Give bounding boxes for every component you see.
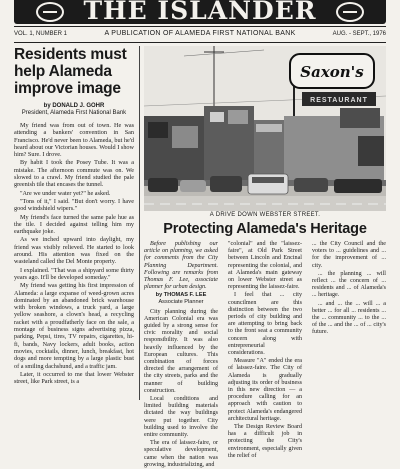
column-divider [139,46,140,400]
paragraph: "Are we under water yet?" he asked. [20,189,111,197]
paragraph: Local conditions and limited building materials dictated the way buildings were put together. City building used to involve the entire community. [144,396,218,439]
issue-date: AUG. - SEPT., 1976 [332,31,386,37]
newspaper-title: THE ISLANDER [83,0,317,25]
paragraph: My friend's face turned the same pale hue as the tile. I decided against telling him my earthquake joke. [14,213,134,236]
photo-caption: A DRIVE DOWN WEBSTER STREET. [209,212,321,218]
paragraph: As we inched upward into daylight, my friend was visibly relieved. He started to look around. His attention was fixed on the wasteland called the Del Monte property. [14,236,134,266]
paragraph: ... and ... the ... will ... a better ... for all ... residents ... the ... community ... to the ... of the ... and the ... of ... city's future. [312,300,386,336]
right-article-headline: Protecting Alameda's Heritage [163,221,367,237]
masthead-rule-bottom [14,42,386,43]
left-article [14,46,134,400]
paragraph: My friend was getting his first impression of Alameda: a large expanse of weed-grown acres dominated by an abandoned brick warehouse with broken windows, a truck yard, a large yellow seashore, a clown's head, a recycling racket with a proudfatherly face on the sale, a montage of business signs advertising pizza, parking, Pepsi, tires, TV repairs, cigarettes, hi-fi, bands, Navy lockers, adult books, action movies, cocktails, dinner, lunch, breakfast, hot dogs and more tempting by a large plastic bust of a smiling dachshund, and a traffic jam. [14,282,134,370]
street-scene-image [144,46,386,211]
paragraph: My friend was from out of town. He was attending a bankers' convention in San Francisco. He'd never been to Alameda, but he'd heard about our Victorian houses. Would I show him? Sure. I drove. [14,122,134,159]
byline-title: Associate Planner [158,299,204,306]
right-article-column-3 [312,241,386,400]
paragraph: The Design Review Board has a difficult job in protecting the City's environment, especially given the relief of [228,424,302,459]
masthead-banner [14,0,386,24]
byline-author: by THOMAS F. LEE [155,292,207,299]
byline-title: President, Alameda First National Bank [21,110,127,116]
left-article-byline [14,103,134,117]
paragraph: City planning during the American Colonial era was guided by a strong sense for civic morality and social responsibility. It was also heavily influenced by the European cultures. This combination of forces directed the arrangement of the city streets, parks and the manner of building construction. [144,308,218,394]
paragraph: ... the City Council and the voters to ... guidelines and ... for the improvement of ... city. [312,241,386,269]
paragraph: The era of laissez-faire, or speculative development, came when the nation was growing, industrializing, and [144,440,218,468]
paragraph: I explained. "That was a shipyard some thirty years ago. It'll be developed someday." [14,266,134,281]
paragraph: "Tons of it," I said. "But don't worry. I have good windshield wipers." [14,197,134,213]
bridge-emblem-icon [336,2,364,22]
byline-author: by DONALD J. GOHR [43,103,105,109]
right-article-column-2 [228,241,302,459]
left-article-body [14,122,134,385]
restaurant-sign-text: Saxon's [300,63,364,81]
paragraph: Later, it occurred to me that lower Webster street, like Park street, is a [14,370,134,386]
paragraph: I feel that ... city councilmen are this distinction between the two periods of city building and are attempting to bring back to the front seat a community concern along with entrepreneurial considerations. [228,292,302,357]
paragraph: Measure "A" ended the era of laissez-faire. The City of Alameda is gradually adjusting its order of business in this new direction — a procedure calling for an approach with caution to protect Alameda's endangered architectural heritage. [228,358,302,422]
editor-intro: Before publishing our article on planning, we asked for comments from the City Planning Department. Following are remarks from Thomas F. Lee, associate planner for urban design. [144,241,218,291]
paragraph: "colonial" and the "laissez-faire", at Old Park Street between Lincoln and Encinal representing the colonial, and at Alameda's main gateway on lower Webster street as representing the laissez-faire. [228,241,302,291]
webster-street-photo [144,46,386,211]
paragraph: ... the planning ... will reflect ... the concern of ... residents and ... of Alameda's ... heritage. [312,270,386,299]
right-article-byline [144,292,218,305]
masthead-subbar [14,27,386,41]
volume-number: VOL. 1, NUMBER 1 [14,31,68,37]
right-article-column-1 [144,241,218,468]
publication-tagline: A PUBLICATION OF ALAMEDA FIRST NATIONAL BANK [104,30,296,37]
left-article-headline: Residents must help Alameda improve image [14,46,127,97]
restaurant-subsign-text: RESTAURANT [310,97,368,104]
paragraph: By habit I took the Posey Tube. It was a mistake. The afternoon commute was on. We slowed to a crawl. My friend studied the pale greenish tile that encases the tunnel. [14,159,134,189]
